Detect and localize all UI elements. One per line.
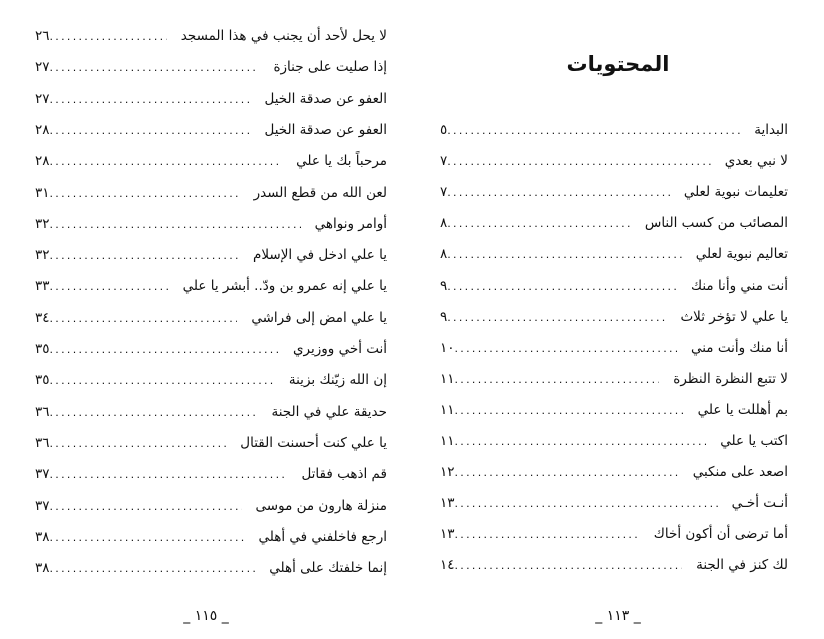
toc-entry bbox=[440, 213, 788, 233]
toc-entry-title: منزلة هارون من موسى bbox=[255, 497, 387, 514]
dot-leader bbox=[455, 370, 660, 390]
dot-leader bbox=[50, 277, 169, 297]
toc-entry-title: لك كنز في الجنة bbox=[696, 557, 788, 574]
toc-entry-page: ١١ bbox=[440, 433, 455, 449]
toc-entry-page: ٢٨ bbox=[35, 121, 50, 138]
toc-entry-title: إن الله زيّنك بزينة bbox=[288, 372, 387, 389]
toc-entry-title: أوامر ونواهي bbox=[314, 215, 387, 232]
toc-entry-title: المصائب من كسب الناس bbox=[644, 215, 788, 232]
dot-leader bbox=[447, 121, 740, 141]
toc-entry bbox=[35, 496, 387, 516]
dot-leader bbox=[447, 183, 670, 203]
toc-entry-page: ١٢ bbox=[440, 464, 455, 481]
dot-leader bbox=[50, 90, 251, 110]
toc-entry-page: ٣٢ bbox=[35, 247, 50, 264]
dot-leader bbox=[50, 559, 256, 579]
toc-entry bbox=[35, 339, 387, 359]
toc-entry-page: ٢٨ bbox=[35, 153, 50, 170]
toc-entry-page: ١١ bbox=[440, 370, 455, 387]
toc-entry bbox=[440, 493, 788, 513]
toc-entry-page: ٣٥ bbox=[35, 372, 50, 389]
toc-entry bbox=[35, 183, 387, 203]
toc-entry-title: يا علي كنت أحسنت القتال bbox=[240, 434, 387, 451]
toc-entry-title: قم اذهب فقاتل bbox=[301, 466, 387, 483]
toc-entry-title: البداية bbox=[754, 122, 788, 138]
toc-entry-title: يا علي امض إلى فراشي bbox=[251, 309, 387, 326]
toc-entry bbox=[440, 555, 788, 575]
dot-leader bbox=[50, 58, 260, 78]
dot-leader bbox=[50, 340, 279, 360]
toc-entry-title: اكتب يا علي bbox=[720, 433, 788, 449]
toc-entry-title: لا تتبع النظرة النظرة bbox=[673, 370, 788, 387]
toc-entry-title: اصعد على منكبي bbox=[692, 464, 788, 481]
toc-entry-page: ٨ bbox=[440, 246, 448, 263]
toc-entry bbox=[35, 151, 387, 171]
dot-leader bbox=[50, 403, 258, 423]
right-page bbox=[412, 0, 824, 639]
toc-entry-title: أنت مني وأنا منك bbox=[690, 277, 788, 294]
toc-entry bbox=[440, 244, 788, 264]
toc-entry bbox=[440, 276, 788, 296]
toc-entry bbox=[35, 214, 387, 234]
toc-entry-page: ٧ bbox=[440, 153, 448, 170]
toc-entry-page: ٩ bbox=[440, 277, 448, 294]
toc-entry bbox=[440, 369, 788, 389]
toc-entry-page: ٣٤ bbox=[35, 309, 50, 326]
toc-entry-page: ١٣ bbox=[440, 526, 455, 543]
toc-entry bbox=[440, 151, 788, 171]
toc-entry-page: ١١ bbox=[440, 401, 455, 418]
toc-entry bbox=[35, 558, 387, 578]
toc-entry-title: لا نبي بعدي bbox=[724, 153, 788, 170]
dot-leader bbox=[50, 309, 238, 329]
toc-entry bbox=[440, 524, 788, 544]
toc-entry-page: ٣٥ bbox=[35, 341, 50, 357]
toc-entry-page: ٣٣ bbox=[35, 278, 50, 295]
toc-entry-title: حديقة علي في الجنة bbox=[271, 403, 387, 420]
dot-leader bbox=[50, 528, 245, 548]
toc-entry-title: يا علي ادخل في الإسلام bbox=[252, 247, 387, 264]
toc-entry-page: ١٠ bbox=[440, 339, 455, 356]
toc-entry-page: ٢٧ bbox=[35, 59, 50, 76]
toc-entry bbox=[440, 182, 788, 202]
toc-entry-title: يا علي إنه عمرو بن ودّ.. أبشر يا علي bbox=[182, 278, 387, 295]
toc-entry bbox=[35, 57, 387, 77]
toc-entry bbox=[35, 26, 387, 46]
toc-entry-page: ٢٧ bbox=[35, 90, 50, 107]
toc-entry-page: ٥ bbox=[440, 122, 448, 138]
dot-leader bbox=[50, 465, 288, 485]
dot-leader bbox=[50, 371, 275, 391]
dot-leader bbox=[455, 339, 677, 359]
toc-entry-page: ٨ bbox=[440, 215, 448, 232]
dot-leader bbox=[50, 27, 167, 47]
toc-entry-page: ٣١ bbox=[35, 184, 50, 201]
toc-entry-page: ٢٦ bbox=[35, 28, 50, 44]
toc-entry bbox=[35, 89, 387, 109]
toc-entry-page: ٣٧ bbox=[35, 466, 50, 483]
toc-entry-title: تعاليم نبوية لعلي bbox=[695, 246, 788, 263]
toc-entry-title: أما ترضى أن أكون أخاك bbox=[653, 526, 788, 543]
toc-entry-page: ٣٧ bbox=[35, 497, 50, 514]
toc-entry-page: ٣٨ bbox=[35, 528, 50, 545]
toc-entry-page: ٩ bbox=[440, 308, 448, 325]
dot-leader bbox=[50, 497, 242, 517]
toc-entry-title: مرحباً بك يا علي bbox=[296, 153, 387, 170]
toc-entry-title: أنت أخي ووزيري bbox=[292, 341, 387, 357]
toc-entry bbox=[440, 120, 788, 140]
toc-entry-page: ١٤ bbox=[440, 557, 455, 574]
dot-leader bbox=[50, 152, 283, 172]
page-title: المحتويات bbox=[566, 52, 670, 76]
toc-entry-page: ٣٦ bbox=[35, 434, 50, 451]
toc-entry-title: العفو عن صدقة الخيل bbox=[264, 90, 387, 107]
toc-entry bbox=[440, 462, 788, 482]
dot-leader bbox=[447, 308, 666, 328]
toc-entry-title: بم أهللت يا علي bbox=[697, 401, 788, 418]
dot-leader bbox=[455, 401, 684, 421]
toc-entry bbox=[35, 527, 387, 547]
page-number: _ ١١٣ _ bbox=[595, 608, 641, 624]
dot-leader bbox=[455, 463, 679, 483]
dot-leader bbox=[447, 152, 710, 172]
dot-leader bbox=[50, 434, 227, 454]
toc-entry bbox=[440, 431, 788, 451]
toc-entry-page: ٧ bbox=[440, 184, 448, 201]
toc-entry bbox=[35, 245, 387, 265]
toc-entry bbox=[440, 307, 788, 327]
toc-entry-title: أنا منك وأنت مني bbox=[690, 339, 788, 356]
toc-entry-title: أنـت أخـي bbox=[731, 495, 788, 512]
toc-entry-title: إذا صليت على جنازة bbox=[273, 59, 387, 76]
dot-leader bbox=[447, 214, 631, 234]
toc-entry bbox=[440, 338, 788, 358]
toc-entry bbox=[440, 400, 788, 420]
dot-leader bbox=[455, 432, 707, 452]
dot-leader bbox=[455, 525, 640, 545]
dot-leader bbox=[447, 245, 681, 265]
toc-entry bbox=[35, 276, 387, 296]
toc-entry-title: يا علي لا تؤخر ثلاث bbox=[680, 308, 788, 325]
toc-entry bbox=[35, 402, 387, 422]
toc-entry-page: ٣٢ bbox=[35, 215, 50, 232]
page-number: _ ١١٥ _ bbox=[183, 608, 229, 624]
dot-leader bbox=[447, 277, 677, 297]
dot-leader bbox=[455, 556, 683, 576]
toc-entry-title: إنما خلفتك على أهلي bbox=[269, 560, 387, 577]
toc-entry bbox=[35, 370, 387, 390]
toc-entry-page: ٣٨ bbox=[35, 560, 50, 577]
toc-entry-page: ١٣ bbox=[440, 495, 455, 512]
dot-leader bbox=[50, 184, 240, 204]
toc-entry bbox=[35, 464, 387, 484]
toc-entry-title: لعن الله من قطع السدر bbox=[253, 184, 387, 201]
toc-entry-page: ٣٦ bbox=[35, 403, 50, 420]
dot-leader bbox=[50, 246, 239, 266]
dot-leader bbox=[50, 215, 301, 235]
toc-entry-title: لا يحل لأحد أن يجنب في هذا المسجد bbox=[180, 28, 387, 44]
dot-leader bbox=[50, 121, 251, 141]
toc-entry-title: تعليمات نبوية لعلي bbox=[683, 184, 788, 201]
toc-entry-title: ارجع فاخلفني في أهلي bbox=[258, 528, 387, 545]
toc-entry bbox=[35, 433, 387, 453]
dot-leader bbox=[455, 494, 718, 514]
toc-entry bbox=[35, 308, 387, 328]
toc-entry bbox=[35, 120, 387, 140]
toc-entry-title: العفو عن صدقة الخيل bbox=[264, 121, 387, 138]
